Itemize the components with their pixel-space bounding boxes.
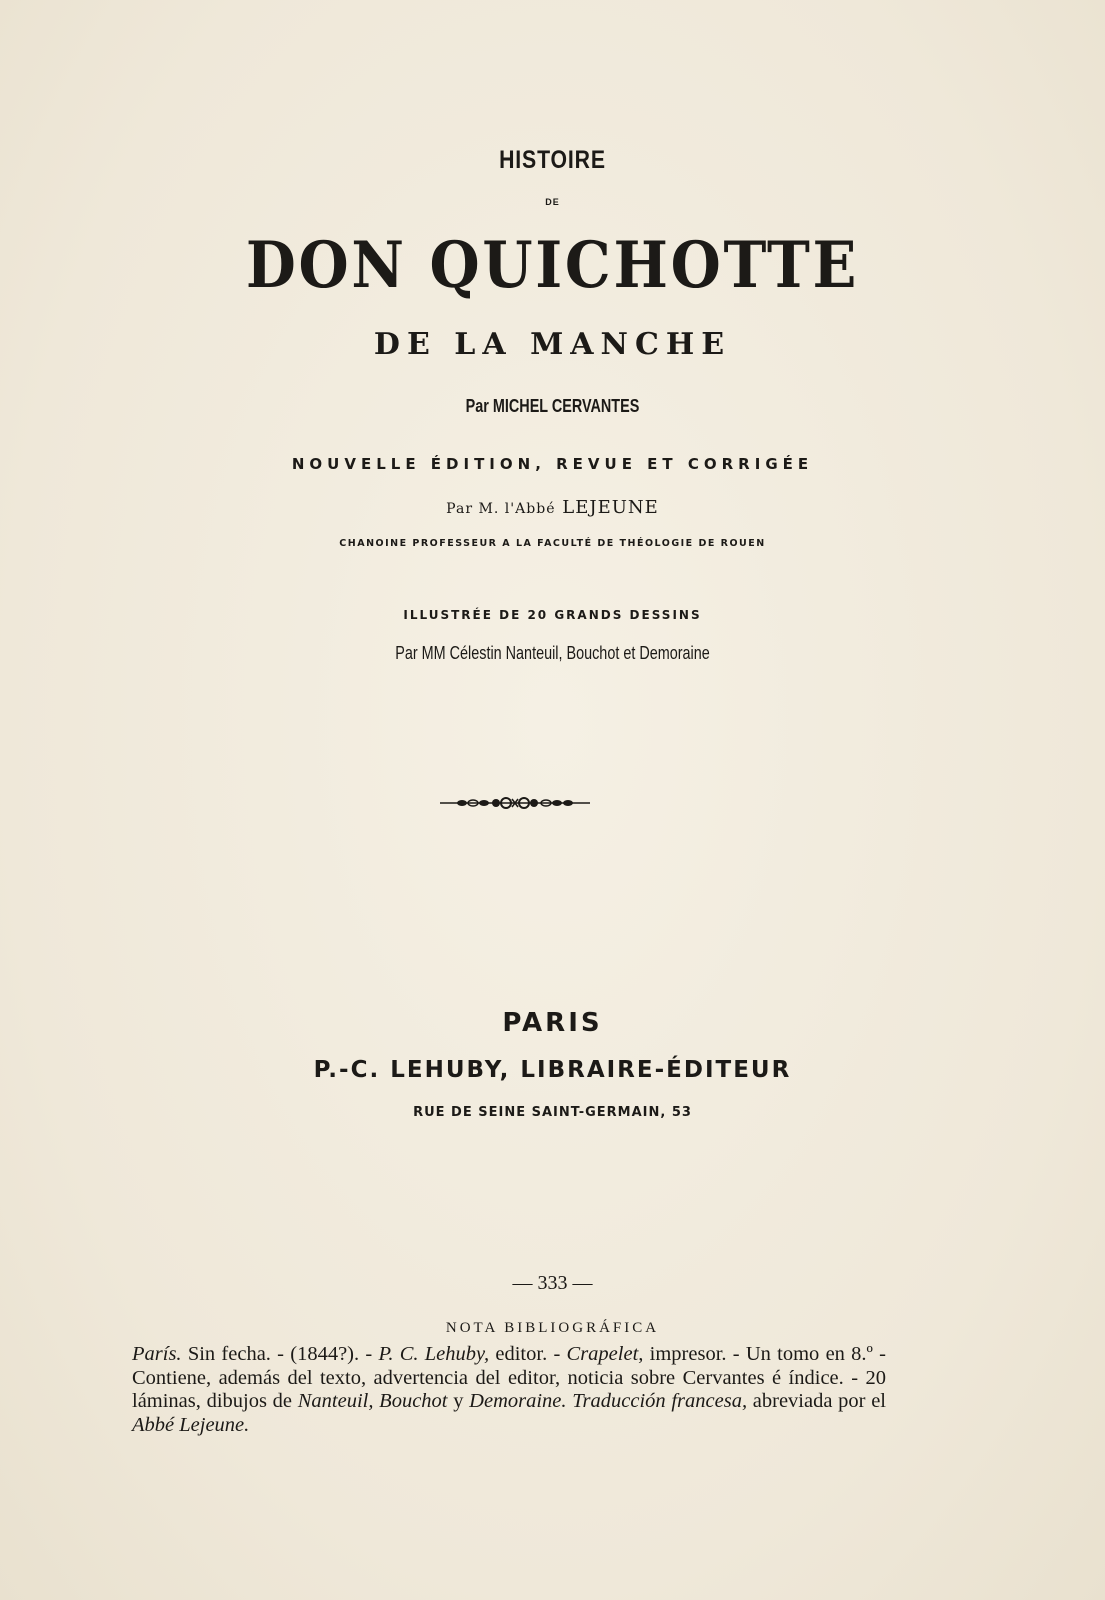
note-illustrator: Demoraine. xyxy=(469,1390,567,1412)
note-heading: NOTA BIBLIOGRÁFICA xyxy=(445,1320,660,1336)
title-de: DE xyxy=(545,197,560,207)
note-text: Sin fecha. - (1844?). - xyxy=(181,1343,379,1365)
editor-name: LEJEUNE xyxy=(562,497,659,518)
editor-prefix: Par M. l'Abbé xyxy=(446,501,556,517)
editor-line xyxy=(0,497,1105,518)
illustrators-line: Par MM Célestin Nanteuil, Bouchot et Demoraine xyxy=(395,643,710,663)
illustrations-line: ILLUSTRÉE DE 20 GRANDS DESSINS xyxy=(403,608,702,622)
author-line: Par MICHEL CERVANTES xyxy=(465,396,640,416)
ornament-divider xyxy=(440,796,590,810)
note-city: París. xyxy=(132,1343,182,1365)
title-histoire: HISTOIRE xyxy=(499,146,606,174)
page-number: — 333 — xyxy=(512,1272,593,1294)
main-title: DON QUICHOTTE xyxy=(245,228,860,303)
publisher-address: RUE DE SEINE SAINT-GERMAIN, 53 xyxy=(413,1105,692,1120)
note-translation: Traducción francesa, xyxy=(572,1390,748,1412)
note-text: abreviada por el xyxy=(747,1390,886,1412)
note-publisher: P. C. Lehuby, xyxy=(378,1343,490,1365)
note-text: y xyxy=(447,1390,470,1412)
bibliographic-note xyxy=(132,1343,886,1437)
subtitle: DE LA MANCHE xyxy=(373,327,732,362)
note-text: impresor. - Un tomo en 8.º - Contiene, además del texto, advertencia del editor, noticia sobre Cervantes é índice. - 20 láminas, dibujos de xyxy=(132,1343,886,1412)
editor-title: CHANOINE PROFESSEUR A LA FACULTÉ DE THÉOLOGIE DE ROUEN xyxy=(339,538,766,549)
note-printer: Crapelet, xyxy=(566,1343,644,1365)
publisher-name: P.-C. LEHUBY, LIBRAIRE-ÉDITEUR xyxy=(313,1057,792,1083)
note-illustrators: Nanteuil, Bouchot xyxy=(297,1390,448,1412)
publisher-city: PARIS xyxy=(502,1008,603,1038)
note-text: editor. - xyxy=(489,1343,567,1365)
note-abbe: Abbé Lejeune. xyxy=(132,1413,250,1436)
edition-line: NOUVELLE ÉDITION, REVUE ET CORRIGÉE xyxy=(291,455,814,473)
